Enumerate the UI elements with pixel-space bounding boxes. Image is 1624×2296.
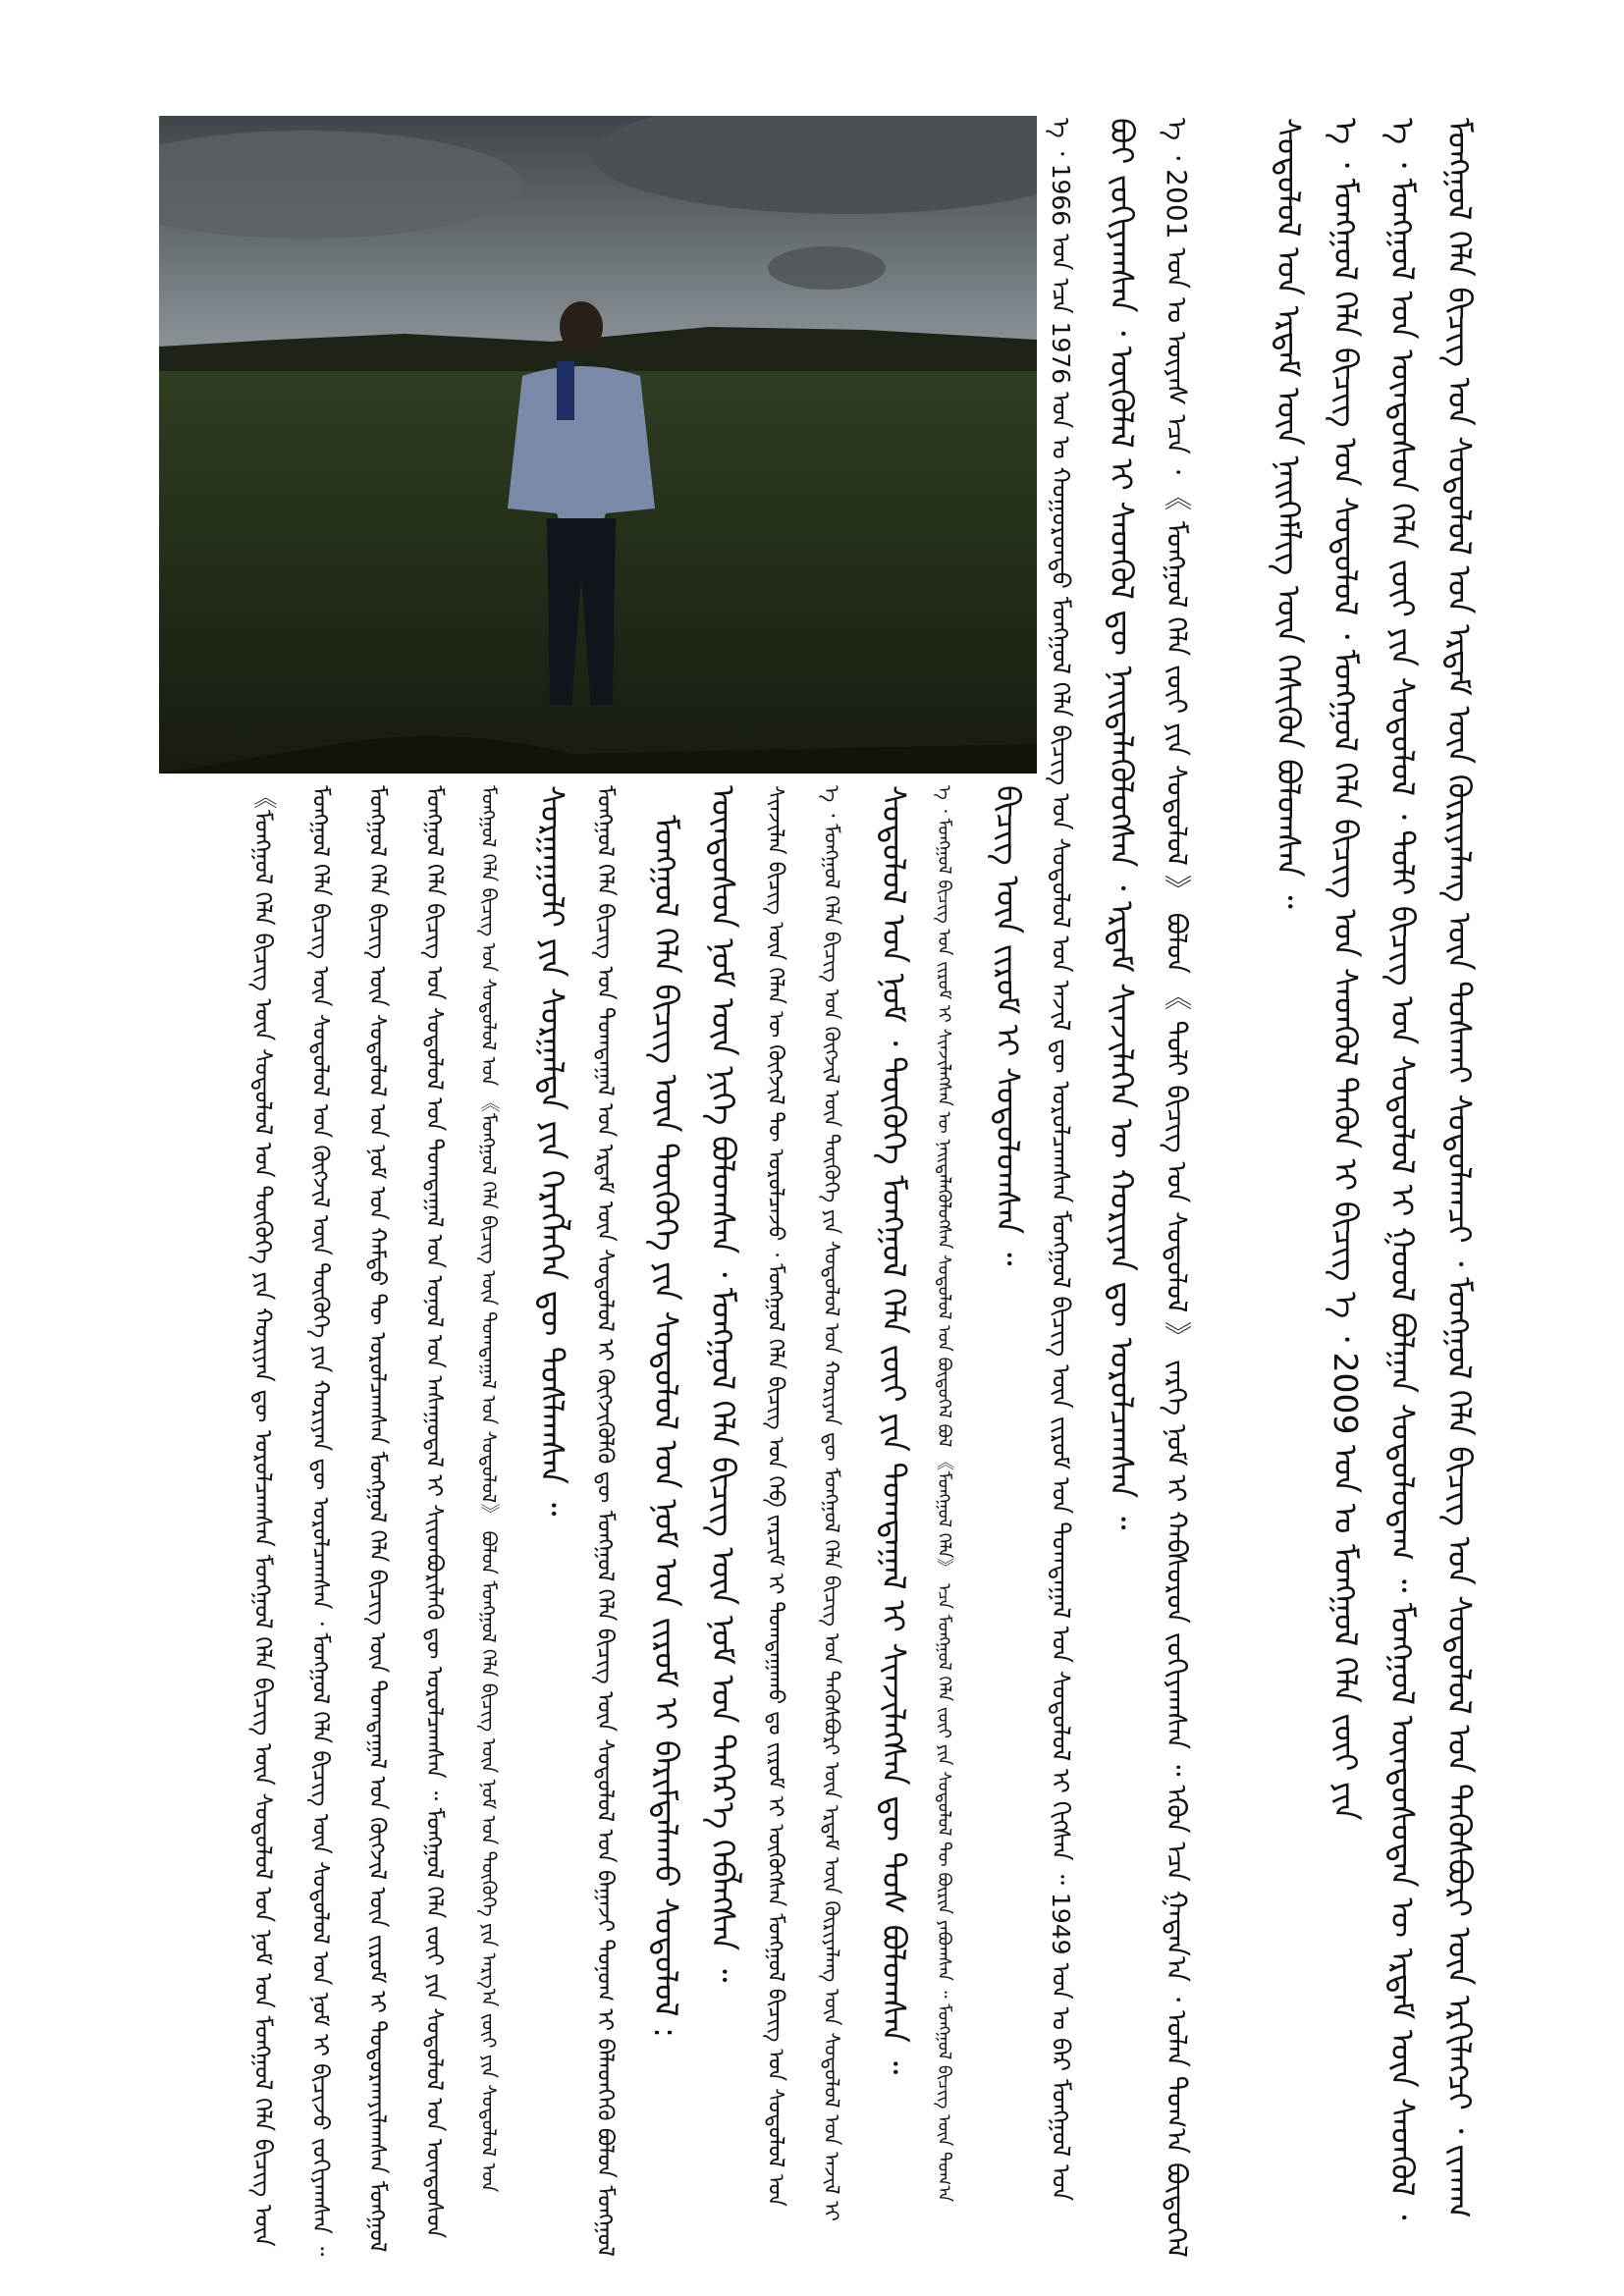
text-column-14: ᠮᠣᠩᠭᠣᠯ ᠬᠡᠯᠡ ᠪᠢᠴᠢᠭ᠌ ᠦᠨ ᠲᠦᠭᠦᠬᠡ ᠶᠢᠨ ᠰᠤᠳᠤᠯᠤᠯ ᠤᠨ ᠨᠣᠮ ᠤᠨ ᠵᠢᠷᠤᠮ ᠢ ᠪᠠᠷᠢᠮᠲᠠᠯᠠᠬᠤ ᠰᠤᠳᠤᠯᠤᠯ :: [647, 815, 685, 2039]
text-column-13: ᠦᠨᠳᠦᠰᠦᠨ ᠨᠣᠮ ᠦᠨ ᠨᠢᠭᠡ ᠪᠣᠯᠤᠭᠰᠠᠨ ᠂ ᠮᠣᠩᠭᠣᠯ ᠬᠡᠯᠡ ᠪᠢᠴᠢᠭ᠌ ᠦᠨ ᠨᠣᠮ ᠤᠨ ᠳᠡᠭᠡᠷ᠎ᠡ ᠬᠡᠪᠯᠡᠭᠰᠡᠨ ᠃: [704, 785, 742, 1983]
text-column-18: ᠮᠣᠩᠭᠣᠯ ᠬᠡᠯᠡ ᠪᠢᠴᠢᠭ᠌ ᠤᠨ ᠰᠤᠳᠤᠯᠤᠯ ᠤᠨ ᠲᠣᠭᠲᠠᠭᠠᠯ ᠤᠨ ᠣᠨᠣᠯ ᠤᠨ ᠠᠰᠠᠭᠤᠳᠠᠯ ᠢ ᠰᠢᠢᠳᠪᠦᠷᠢᠯᠡᠬᠦ ᠳᠦ ᠣᠷᠣᠯᠴᠠᠭᠰᠠᠨ ᠃ ᠮᠣᠩᠭᠣᠯ ᠬᠡᠯᠡ ᠵᠦᠢ ᠶᠢᠨ ᠰᠤᠳᠤᠯᠤᠯ ᠤᠨ ᠦᠨᠳᠦᠰᠦᠨ: [421, 785, 447, 2239]
text-column-10: ᠰᠤᠳᠤᠯᠤᠯ ᠤᠨ ᠨᠤᠮ ᠂ ᠲᠦᠭᠦᠬᠡ ᠮᠣᠩᠭᠣᠯ ᠬᠡᠯᠡ ᠵᠦᠢ ᠶᠢᠨ ᠲᠣᠭᠲᠠᠭᠠᠯ ᠢ ᠰᠢᠨᠵᠢᠯᠡᠭᠰᠡᠨ ᠳᠦ ᠲᠤᠰ ᠪᠣᠯᠤᠭᠰᠠᠨ ᠃: [875, 785, 913, 2075]
text-column-2: ᠡ ᠂ ᠮᠣᠩᠭᠣᠯ ᠤᠨ ᠦᠨᠳᠦᠰᠦᠨ ᠬᠡᠯᠡ ᠵᠦᠢ ᠶᠢᠨ ᠰᠤᠳᠤᠯᠤᠯ ᠂ ᠲᠣᠯᠢ ᠪᠢᠴᠢᠭ᠌ ᠤᠨ ᠰᠤᠳᠤᠯᠤᠯ ᠢ ᠭᠣᠣᠯ ᠪᠣᠯᠭᠠᠨ ᠰᠤᠳᠤᠯᠤᠳᠠᠭ ᠃ ᠮᠣᠩᠭᠣᠯ ᠦᠨᠳᠦᠰᠦᠲᠡᠨ ᠦ ᠡᠷᠳᠡᠮ ᠦᠨ ᠰᠡᠳᠬᠦᠯ ᠂: [1383, 118, 1422, 2220]
text-column-19: ᠮᠣᠩᠭᠣᠯ ᠬᠡᠯᠡ ᠪᠢᠴᠢᠭ᠌ ᠦᠨ ᠰᠤᠳᠤᠯᠤᠯ ᠤᠨ ᠨᠣᠮ ᠤᠨ ᠬᠠᠮᠲᠤ ᠲᠦ ᠣᠷᠣᠯᠴᠠᠭᠰᠠᠨ ᠮᠣᠩᠭᠣᠯ ᠬᠡᠯᠡ ᠪᠢᠴᠢᠭ᠌ ᠦᠨ ᠲᠣᠭᠲᠠᠭᠠᠯ ᠤᠨ ᠬᠦᠭᠵᠢᠯ ᠦᠨ ᠵᠢᠷᠤᠮ ᠢ ᠲᠣᠳᠣᠷᠬᠠᠶᠢᠯᠠᠭᠰᠠᠨ ᠮᠣᠩᠭᠣᠯ: [364, 785, 390, 2253]
text-column-17: ᠮᠣᠩᠭᠣᠯ ᠬᠡᠯᠡ ᠪᠢᠴᠢᠭ᠌ ᠤᠨ ᠰᠤᠳᠤᠯᠤᠯ ᠤᠨ 《ᠮᠣᠩᠭᠣᠯ ᠬᠡᠯᠡ ᠪᠢᠴᠢᠭ᠌ ᠦᠨ ᠲᠣᠭᠲᠠᠭᠠᠯ ᠤᠨ ᠰᠤᠳᠤᠯᠤᠯ》 ᠪᠣᠯᠤᠨ ᠮᠣᠩᠭᠣᠯ ᠬᠡᠯᠡ ᠪᠢᠴᠢᠭ᠌ ᠦᠨ ᠨᠣᠮ ᠤᠨ ᠲᠦᠭᠦᠬᠡ ᠶᠢᠨ ᠠᠷᠭ᠎ᠠ ᠵᠦᠢ ᠶᠢᠨ ᠰᠤᠳᠤᠯᠤᠯ ᠤᠨ: [477, 785, 501, 2193]
person-standing-in-grassland-photo: [159, 116, 1037, 774]
portrait-photo: [159, 116, 1037, 774]
text-column-15: ᠮᠣᠩᠭᠣᠯ ᠬᠡᠯᠡ ᠪᠢᠴᠢᠭ᠌ ᠤᠨ ᠲᠣᠭᠲᠠᠭᠠᠯ ᠤᠨ ᠡᠷᠳᠡᠮ ᠦᠨ ᠰᠤᠳᠤᠯᠤᠯ ᠢ ᠬᠦᠭᠵᠢᠭᠦᠯᠬᠦ ᠳᠦ ᠮᠣᠩᠭᠣᠯ ᠬᠡᠯᠡ ᠪᠢᠴᠢᠭ᠌ ᠦᠨ ᠰᠤᠳᠤᠯᠤᠯ ᠤᠨ ᠪᠠᠭᠠᠵᠢ ᠲᠣᠨᠣᠭ ᠢ ᠪᠡᠯᠡᠳᠬᠡᠬᠦ ᠪᠣᠯᠤᠨ ᠮᠣᠩᠭᠣᠯ: [592, 785, 618, 2257]
text-column-4: ᠰᠣᠳᠤᠯᠤᠯ ᠤᠨ ᠡᠷᠳᠡᠮ ᠦᠨ ᠨᠡᠢᠭᠡᠮᠯᠢᠭ ᠦᠨ ᠭᠡᠰᠢᠭᠦᠨ ᠪᠣᠯᠤᠭᠰᠠᠨ ᠃: [1270, 118, 1308, 909]
text-column-20: ᠮᠣᠩᠭᠣᠯ ᠬᠡᠯᠡ ᠪᠢᠴᠢᠭ᠌ ᠦᠨ ᠰᠤᠳᠤᠯᠤᠯ ᠤᠨ ᠬᠦᠭᠵᠢᠯ ᠦᠨ ᠲᠦᠭᠦᠬᠡ ᠶᠢᠨ ᠬᠣᠷᠢᠶᠠᠨ ᠳᠦ ᠣᠷᠣᠯᠴᠠᠭᠰᠠᠨ ᠂ ᠮᠣᠩᠭᠣᠯ ᠬᠡᠯᠡ ᠪᠢᠴᠢᠭ᠌ ᠦᠨ ᠰᠤᠳᠤᠯᠤᠯ ᠤᠨ ᠨᠣᠮ ᠢ ᠪᠢᠴᠢᠵᠦ ᠵᠣᠬᠢᠶᠠᠭᠰᠠᠨ ᠃: [307, 785, 333, 2257]
text-column-7: ᠡ ᠂ 1966 ᠣᠨ ᠡᠴᠡ 1976 ᠣᠨ ᠤ ᠬᠣᠭᠣᠷᠣᠨᠳᠤ ᠮᠣᠩᠭᠣᠯ ᠬᠡᠯᠡ ᠪᠢᠴᠢᠭ᠌ ᠤᠨ ᠰᠤᠳᠤᠯᠤᠯ ᠤᠨ ᠠᠵᠢᠯ ᠳᠦ ᠣᠷᠣᠯᠴᠠᠭᠰᠠᠨ ᠮᠣᠩᠭᠣᠯ ᠪᠢᠴᠢᠭ᠌ ᠦᠨ ᠵᠢᠷᠤᠮ ᠤᠨ ᠲᠣᠭᠲᠠᠭᠠᠯ ᠤᠨ ᠰᠤᠳᠤᠯᠤᠯ ᠢ ᠬᠢᠭᠰᠡᠨ ᠃ 1949 ᠣᠨ ᠤ ᠪᠠᠷ ᠮᠣᠩᠭᠣᠯ ᠤᠨ: [1047, 118, 1075, 2202]
text-column-1: ᠮᠣᠩᠭᠣᠯ ᠬᠡᠯᠡ ᠪᠢᠴᠢᠭ᠌ ᠤᠨ ᠰᠤᠳᠤᠯᠤᠯ ᠤᠨ ᠡᠷᠳᠡᠮ ᠦᠨ ᠬᠦᠷᠢᠶᠡᠯᠡᠩ ᠦᠨ ᠲᠤᠰᠬᠠᠢ ᠰᠤᠳᠤᠯᠠᠭᠴᠢ ᠂ ᠮᠣᠩᠭᠣᠯ ᠬᠡᠯᠡ ᠪᠢᠴᠢᠭ᠌ ᠤᠨ ᠰᠤᠳᠤᠯᠤᠯ ᠤᠨ ᠲᠡᠭᠦᠰᠪᠦᠷᠢ ᠦᠨ ᠡᠷᠬᠢᠯᠡᠭᠴᠢ ᠂ ᠵᠢᠬᠠᠭ: [1440, 118, 1479, 2218]
text-column-3: ᠡ ᠂ ᠮᠣᠩᠭᠣᠯ ᠬᠡᠯᠡ ᠪᠢᠴᠢᠭ᠌ ᠤᠨ ᠰᠤᠳᠤᠯᠤᠯ ᠂ ᠮᠣᠩᠭᠣᠯ ᠬᠡᠯᠡ ᠪᠢᠴᠢᠭ᠌ ᠤᠨ ᠰᠡᠳᠬᠦᠯ ᠲᠡᠭᠦᠨ ᠢ ᠪᠢᠴᠢᠭ᠌ ᠡ ᠂ 2009 ᠣᠨ ᠤ ᠮᠣᠩᠭᠣᠯ ᠬᠡᠯᠡ ᠵᠦᠢ ᠶᠢᠨ: [1326, 118, 1365, 1821]
text-column-9: ᠡ ᠂ ᠮᠣᠩᠭᠣᠯ ᠪᠢᠴᠢᠭ᠌ ᠤᠨ ᠵᠢᠷᠤᠮ ᠢ ᠰᠢᠨᠵᠢᠯᠡᠭᠰᠡᠨ ᠦ ᠨᠡᠢᠲᠡᠯᠡᠭᠦᠯᠦᠭᠰᠡᠨ ᠰᠤᠳᠤᠯᠤᠯ ᠤᠨ ᠪᠦᠲᠦᠭᠡᠯ ᠪᠣᠯ 《ᠮᠣᠩᠭᠣᠯ ᠬᠡᠯᠡ》 ᠡᠴᠡ ᠮᠣᠩᠭᠣᠯ ᠬᠡᠯᠡ ᠵᠦᠢ ᠶᠢᠨ ᠰᠤᠳᠤᠯᠤᠯ ᠲᠦ ᠪᠦᠷᠢᠨ ᠶᠠᠪᠤᠭᠰᠠᠨ ᠃ ᠮᠣᠩᠭᠣᠯ ᠪᠢᠴᠢᠭ᠌ ᠦᠨ ᠲᠣᠭ᠎ᠠ: [934, 785, 954, 2203]
text-column-8: ᠪᠢᠴᠢᠭ᠌ ᠦᠨ ᠵᠢᠷᠤᠮ ᠢ ᠰᠤᠳᠤᠯᠤᠭᠰᠠᠨ ᠃: [989, 785, 1027, 1266]
text-column-12: ᠰᠢᠨᠵᠢᠯᠡᠨ ᠪᠢᠴᠢᠭ᠌ ᠦᠨ ᠬᠡᠯᠡᠨ ᠦ ᠬᠥᠭᠵᠢᠯ ᠲᠦ ᠣᠷᠣᠯᠴᠠᠵᠤ ᠂ ᠮᠣᠩᠭᠣᠯ ᠬᠡᠯᠡ ᠪᠢᠴᠢᠭ᠌ ᠤᠨ ᠬᠡᠪ ᠵᠠᠷᠴᠢᠮ ᠢ ᠲᠣᠭᠲᠠᠭᠠᠬᠤ ᠳᠤ ᠵᠢᠷᠤᠮ ᠢ ᠦᠬᠦᠭᠰᠡᠨ ᠮᠣᠩᠭᠣᠯ ᠪᠢᠴᠢᠭ᠌ ᠤᠨ ᠰᠤᠳᠤᠯᠤᠯ ᠤᠨ: [763, 785, 787, 2207]
text-column-5: ᠡ ᠂ 2001 ᠣᠨ ᠤ ᠦᠶᠡᠰ ᠡᠴᠡ ᠂ 《 ᠮᠣᠩᠭᠣᠯ ᠬᠡᠯᠡ ᠵᠦᠢ ᠶᠢᠨ ᠰᠤᠳᠤᠯᠤᠯ 》 ᠪᠣᠯᠤᠨ 《 ᠲᠣᠯᠢ ᠪᠢᠴᠢᠭ᠌ ᠤᠨ ᠰᠤᠳᠤᠯᠤᠯ 》 ᠵᠡᠷᠭᠡ ᠨᠣᠮ ᠢ ᠬᠠᠪᠰᠤᠷᠤᠨ ᠵᠣᠬᠢᠶᠠᠭᠰᠠᠨ ᠃ ᠡᠭᠦᠨ ᠡᠴᠡ ᠭᠠᠳᠠᠨ᠎ᠠ ᠂ ᠣᠯᠠᠨ ᠲᠣᠭ᠎ᠠ ᠪᠦᠲᠦᠭᠡᠯ: [1161, 118, 1193, 2258]
text-column-11: ᠡ ᠂ ᠮᠣᠩᠭᠣᠯ ᠬᠡᠯᠡ ᠪᠢᠴᠢᠭ᠌ ᠤᠨ ᠬᠥᠭᠵᠢᠯ ᠦᠨ ᠲᠦᠭᠦᠬᠡ ᠶᠢᠨ ᠰᠤᠳᠤᠯᠤᠯ ᠤᠨ ᠬᠣᠷᠢᠶᠠᠨ ᠳᠦ ᠮᠣᠩᠭᠣᠯ ᠬᠡᠯᠡ ᠪᠢᠴᠢᠭ᠌ ᠤᠨ ᠲᠡᠭᠦᠰᠪᠦᠷᠢ ᠦᠨ ᠡᠷᠳᠡᠮ ᠦᠨ ᠬᠦᠷᠢᠶᠡᠯᠡᠩ ᠦᠨ ᠰᠤᠳᠤᠯᠤᠯ ᠤᠨ ᠠᠵᠢᠯ ᠢ: [820, 785, 843, 2221]
text-column-6: ᠪᠤᠶ ᠵᠣᠬᠢᠶᠠᠭᠰᠠᠨ ᠂ ᠥᠭᠦᠯᠡᠯ ᠢ ᠰᠡᠳᠬᠦᠯ ᠳᠦ ᠨᠡᠢᠲᠡᠯᠡᠭᠦᠯᠦᠭᠰᠡᠨ ᠂ ᠡᠷᠳᠡᠮ ᠰᠢᠨᠵᠢᠯᠡᠭᠡᠨ ᠦ ᠬᠣᠷᠢᠶᠠᠨ ᠳᠦ ᠣᠷᠣᠯᠴᠠᠭᠰᠠᠨ ᠃: [1103, 118, 1141, 1530]
text-column-21: 《ᠮᠣᠩᠭᠣᠯ ᠬᠡᠯᠡ ᠪᠢᠴᠢᠭ᠌ ᠦᠨ ᠰᠤᠳᠤᠯᠤᠯ ᠤᠨ ᠲᠦᠭᠦᠬᠡ ᠶᠢᠨ ᠬᠣᠷᠢᠶᠠᠨ ᠳᠦ ᠣᠷᠣᠯᠴᠠᠭᠰᠠᠨ ᠮᠣᠩᠭᠣᠯ ᠬᠡᠯᠡ ᠪᠢᠴᠢᠭ᠌ ᠦᠨ ᠰᠤᠳᠤᠯᠤᠯ ᠤᠨ ᠨᠣᠮ ᠤᠨ ᠮᠣᠩᠭᠣᠯ ᠬᠡᠯᠡ ᠪᠢᠴᠢᠭ᠌ ᠦᠨ: [249, 785, 277, 2247]
text-column-16: ᠰᠤᠷᠭᠠᠭᠤᠯᠢ ᠶᠢᠨ ᠰᠤᠷᠭᠠᠯᠲᠠ ᠶᠢᠨ ᠬᠡᠷᠡᠭᠯᠡᠭᠡᠨ ᠳᠦ ᠲᠤᠰᠯᠠᠭᠰᠠᠨ ᠃: [533, 785, 571, 1517]
